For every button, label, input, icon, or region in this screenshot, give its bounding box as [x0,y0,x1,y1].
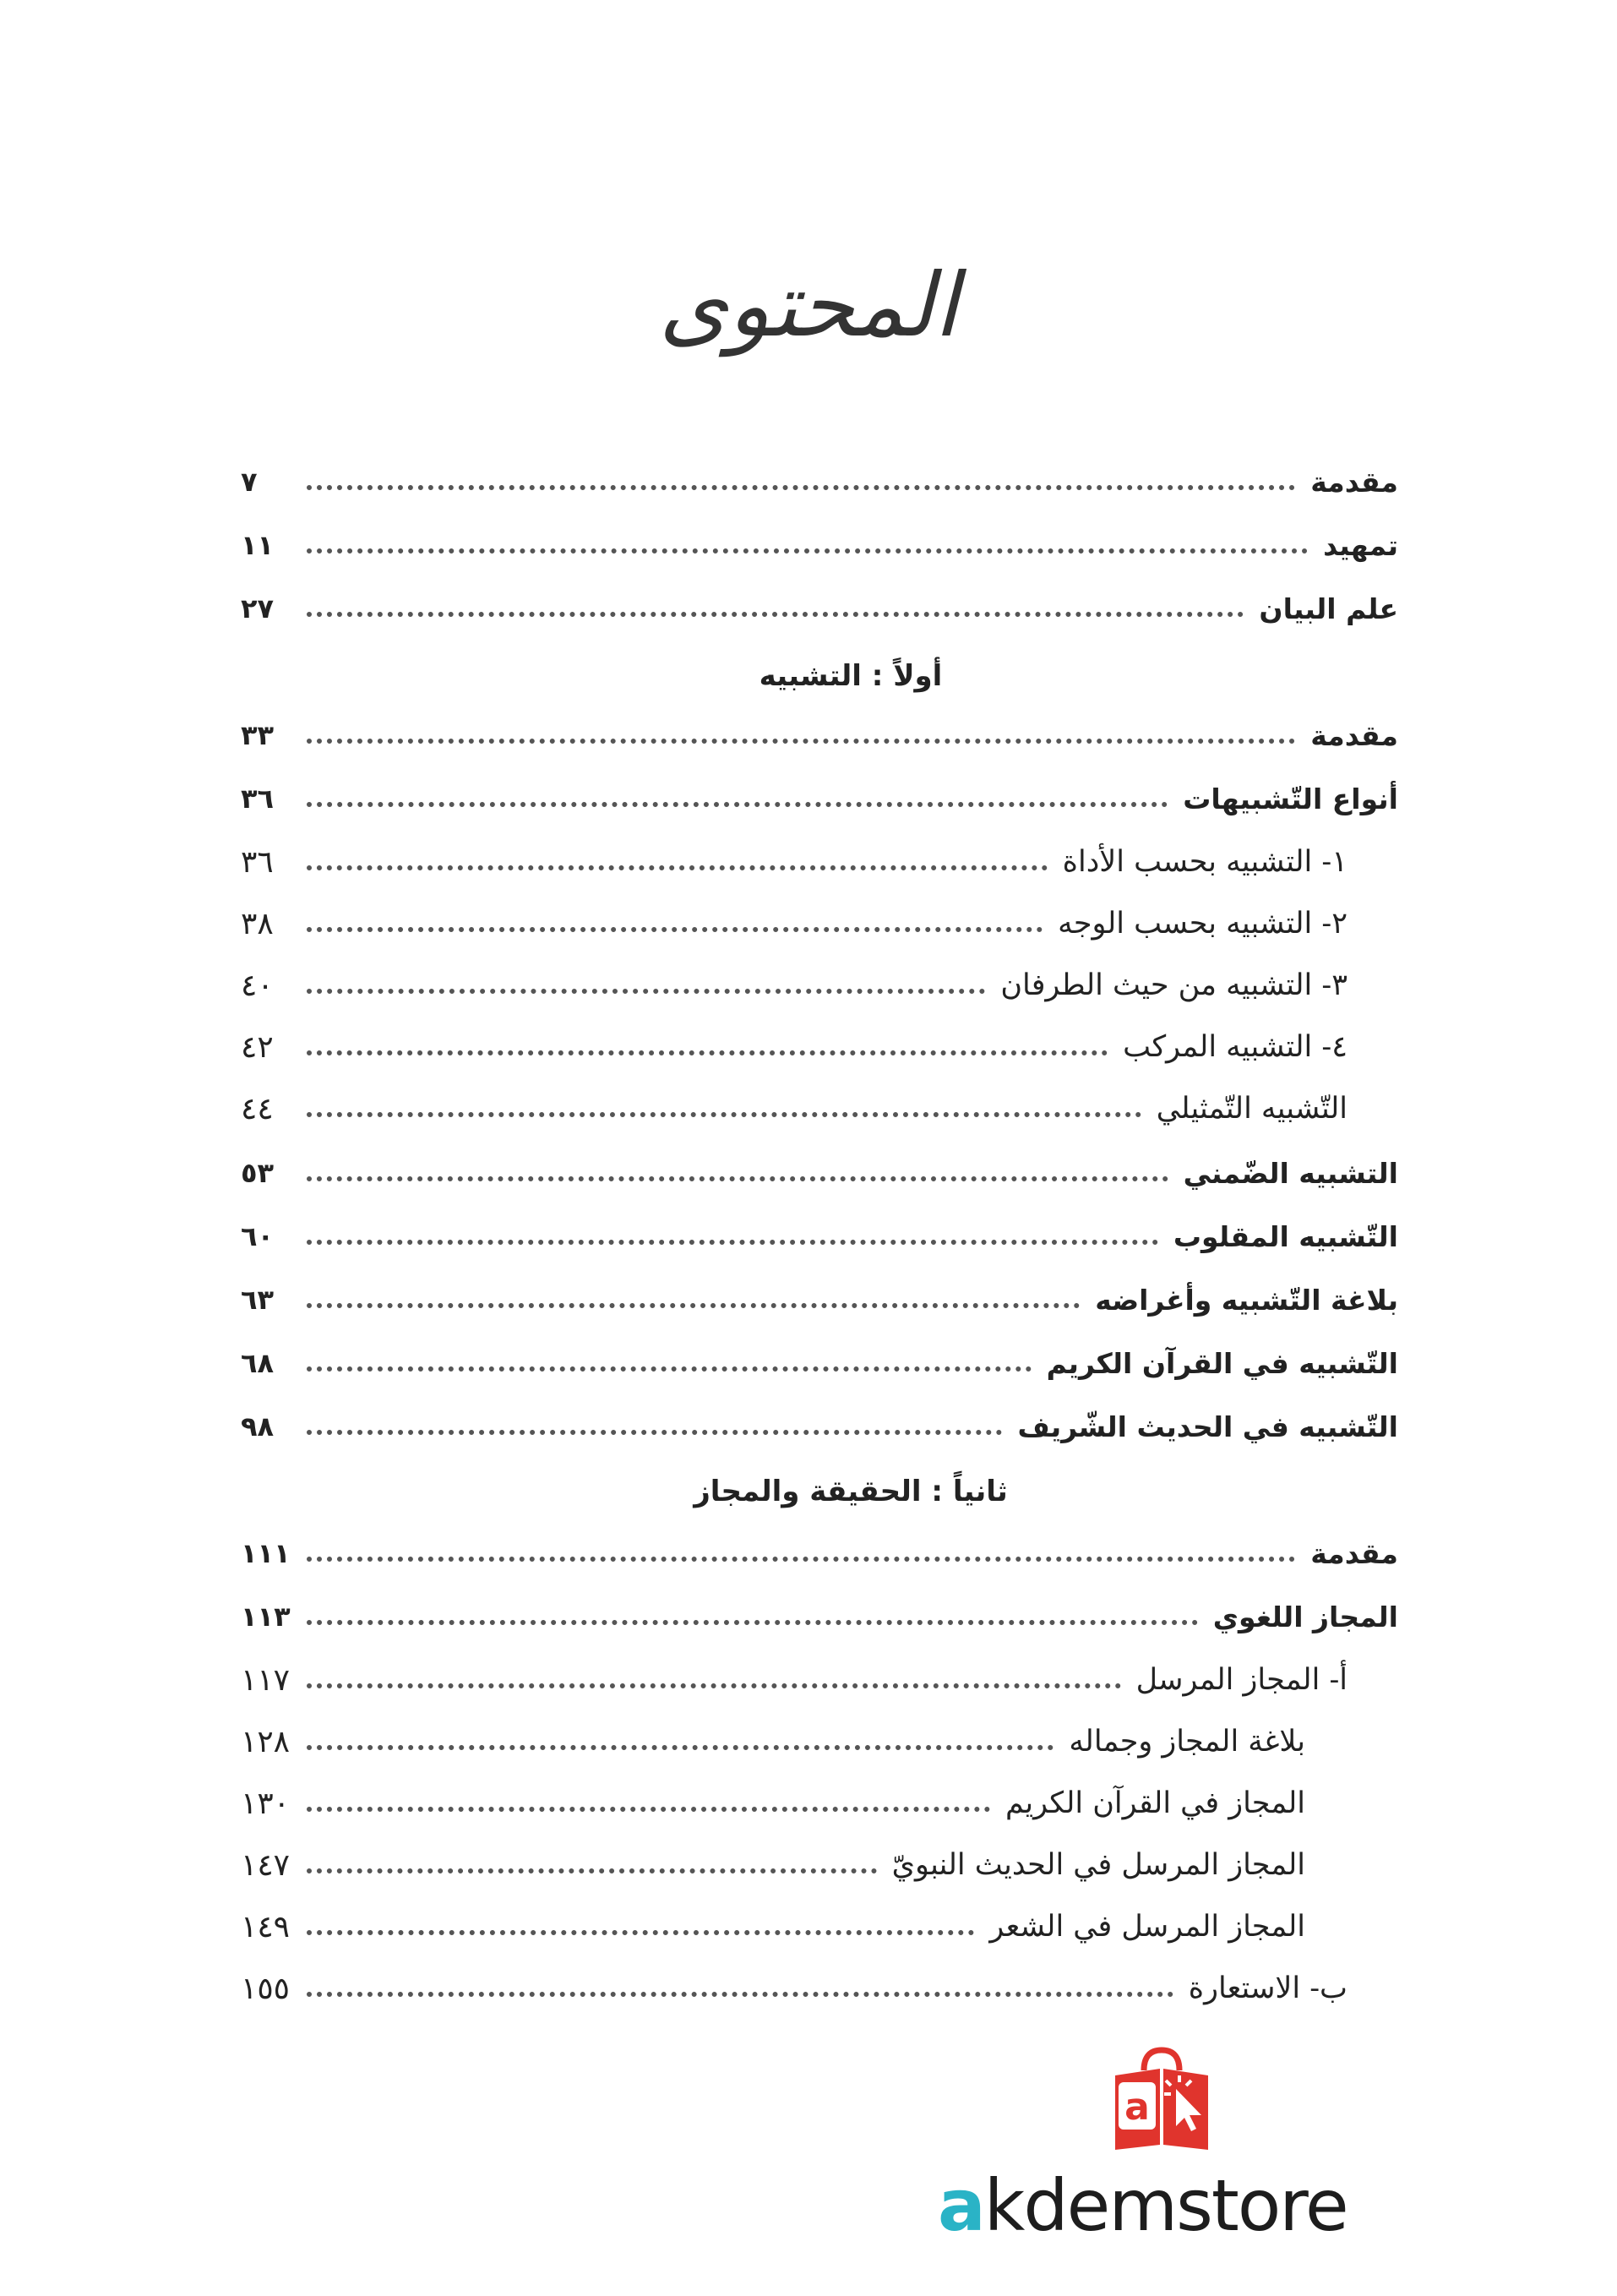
toc-entry-page: ٤٠ [241,968,274,1003]
toc-entry [241,1591,1398,1642]
dot-leader [307,927,1043,932]
toc-entry-label: مقدمة [1310,1536,1398,1570]
toc-entry-page: ٤٤ [241,1091,274,1126]
dot-leader [307,1430,1002,1435]
toc-entry-label: أنواع التّشبيهات [1183,782,1398,815]
toc-entry-label: مقدمة [1310,465,1398,499]
toc-entry-page: ٥٣ [241,1157,275,1189]
toc-entry [241,1338,1398,1388]
dot-leader [307,802,1168,807]
toc-entry-label: بلاغة المجاز وجماله [1069,1725,1305,1759]
toc-entry-page: ١١١ [241,1537,291,1569]
toc-entry-label: المجاز المرسل في الحديث النبويّ [891,1848,1305,1882]
toc-entry-label: المجاز اللغوي [1212,1600,1398,1633]
toc-entry [241,898,1398,949]
dot-leader [307,1366,1032,1372]
toc-entry-label: التّشبيه المقلوب [1173,1219,1398,1253]
toc-entry [241,960,1398,1011]
toc-entry-page: ١٥٥ [241,1971,291,2006]
dot-leader [307,1807,990,1812]
toc-entry [241,456,1398,507]
toc-entry-page: ٦٣ [241,1284,275,1316]
toc-entry [241,1401,1398,1452]
toc-entry-page: ٩٨ [241,1410,275,1442]
toc-entry [241,837,1398,887]
toc-entry-label: أ- المجاز المرسل [1135,1663,1348,1697]
dot-leader [307,1112,1141,1117]
toc-entry-page: ٣٦ [241,783,275,815]
toc-entry-page: ٣٨ [241,906,274,941]
toc-entry-page: ١٣٠ [241,1786,291,1821]
toc-entry-label: تمهيد [1323,528,1398,562]
brand-wordmark-accent: a [938,2164,984,2247]
toc-entry-page: ٣٣ [241,719,275,751]
shopping-book-icon [1107,2045,1217,2155]
toc-entry-page: ٣٦ [241,844,274,880]
toc-entry-page: ١٤٧ [241,1847,291,1883]
dot-leader [307,485,1295,490]
dot-leader [307,1176,1168,1181]
toc-entry [241,773,1398,824]
toc-entry [241,1778,1398,1829]
toc-entry-label: مقدمة [1310,718,1398,752]
toc-entry-page: ١٤٩ [241,1909,291,1944]
toc-entry [241,710,1398,761]
dot-leader [307,1620,1198,1625]
toc-entry [241,1963,1398,2014]
toc-entry [241,1901,1398,1952]
toc-entry-label: بلاغة التّشبيه وأغراضه [1095,1283,1398,1317]
toc-entry-page: ١١ [241,529,275,561]
toc-entry-label: علم البيان [1259,592,1398,625]
toc-entry-page: ٦٠ [241,1220,275,1252]
toc-entry [241,583,1398,634]
toc-entry [241,1022,1398,1072]
dot-leader [307,1868,877,1873]
toc-entry [241,520,1398,570]
toc-entry-label: ٣- التشبيه من حيث الطرفان [1000,968,1348,1002]
dot-leader [307,1557,1295,1562]
toc-entry [241,1274,1398,1325]
toc-entry-label: التّشبيه في الحديث الشّريف [1017,1410,1398,1443]
toc-entry [241,1716,1398,1767]
dot-leader [307,1050,1108,1055]
dot-leader [307,989,985,994]
toc-entry [241,1528,1398,1579]
toc-entry-label: المجاز المرسل في الشعر [989,1910,1305,1944]
toc-entry-label: المجاز في القرآن الكريم [1005,1786,1305,1820]
dot-leader [307,1240,1158,1245]
page-title: المحتوى [658,254,959,357]
toc-entry-label: التّشبيه التّمثيلي [1156,1092,1348,1126]
akdemstore-watermark-logo [938,2045,1377,2248]
toc-entry [241,1083,1398,1134]
toc-entry-page: ١١٧ [241,1662,291,1698]
toc-entry-page: ١١٣ [241,1601,291,1633]
brand-wordmark [938,2163,1377,2248]
toc-entry-label: ٢- التشبيه بحسب الوجه [1058,907,1348,941]
toc-entry-page: ١٢٨ [241,1724,291,1759]
toc-entry [241,1840,1398,1890]
dot-leader [307,1683,1121,1688]
toc-entry-page: ٤٢ [241,1029,274,1065]
dot-leader [307,1745,1054,1750]
brand-wordmark-rest: kdemstore [983,2164,1348,2247]
toc-entry [241,1148,1398,1198]
section-heading: ثانياً : الحقيقة والمجاز [694,1475,1008,1508]
toc-entry-page: ٦٨ [241,1347,275,1379]
toc-entry-label: ٤- التشبيه المركب [1123,1030,1348,1064]
logo-icon-letter: a [1124,2086,1150,2129]
dot-leader [307,1303,1080,1308]
toc-entry [241,1211,1398,1262]
dot-leader [307,612,1244,617]
dot-leader [307,1992,1173,1997]
toc-entry [241,1655,1398,1705]
dot-leader [307,865,1048,870]
section-heading: أولاً : التشبيه [759,659,943,693]
dot-leader [307,739,1295,744]
toc-entry-label: ١- التشبيه بحسب الأداة [1062,845,1348,879]
dot-leader [307,1930,974,1935]
toc-entry-page: ٧ [241,466,258,498]
toc-entry-label: التشبيه الضّمني [1183,1156,1398,1190]
toc-entry-label: ب- الاستعارة [1188,1972,1348,2005]
toc-entry-label: التّشبيه في القرآن الكريم [1046,1346,1398,1380]
toc-entry-page: ٢٧ [241,592,275,624]
dot-leader [307,548,1308,554]
